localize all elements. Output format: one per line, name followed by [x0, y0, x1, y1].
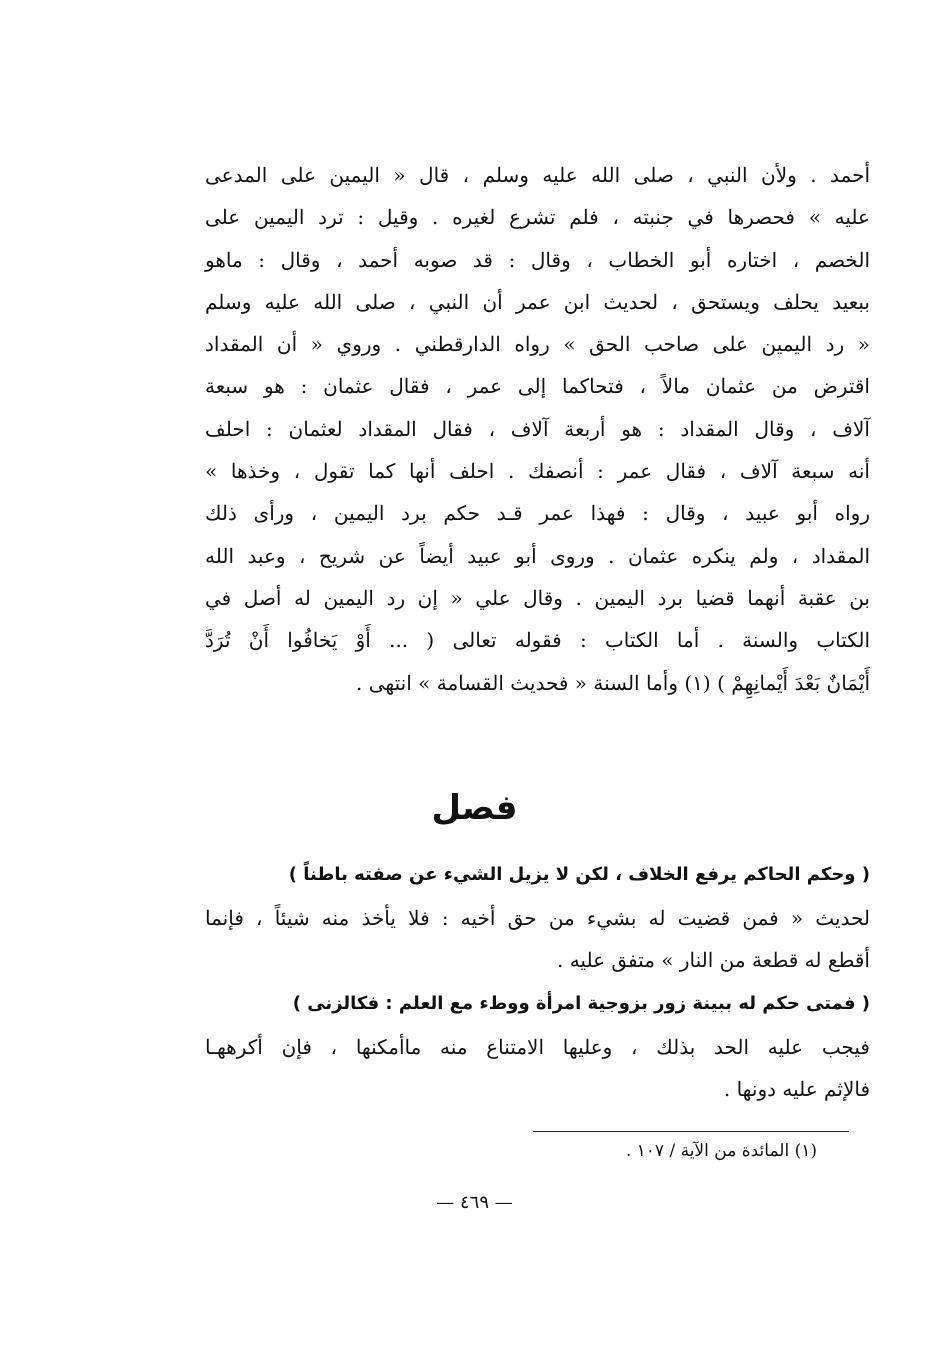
text-line: اقترض من عثمان مالاً ، فتحاكما إلى عمر ، فقال عثمان : هو سبعة: [205, 374, 870, 399]
text-line: فالإثم عليه دونها .: [723, 1076, 870, 1101]
main-paragraph: [205, 154, 870, 704]
text-line: عليه » فحصرها في جنبته ، فلم تشرع لغيره . وقيل : ترد اليمين على: [205, 205, 870, 230]
text-line: المقداد ، ولم ينكره عثمان . وروى أبو عبيد أيضاً عن شريح ، وعبد الله: [205, 543, 870, 568]
text-line: فيجب عليه الحد بذلك ، وعليها الامتناع منه ماأمكنها ، فإن أكرههـا: [205, 1034, 870, 1059]
text-line: « رد اليمين على صاحب الحق » رواه الدارقطني . وروي « أن المقداد: [205, 332, 870, 357]
section-heading: فصل: [431, 788, 518, 828]
text-line: الكتاب والسنة . أما الكتاب : فقوله تعالى ( ... أَوْ يَخافُوا أَنْ تُرَدَّ: [205, 628, 870, 653]
text-line: أنه سبعة آلاف ، فقال عمر : أنصفك . احلف أنها كما تقول ، وخذها »: [205, 459, 870, 484]
text-line: أَيْمَانٌ بَعْدَ أَيْمانِهِمْ ) (١) وأما السنة « فحديث القسامة » انتهى .: [356, 670, 870, 695]
footnote-divider: [533, 1131, 849, 1132]
text-line: لحديث « فمن قضيت له بشيء من حق أخيه : فلا يأخذ منه شيئاً ، فإنما: [205, 906, 870, 930]
rule-statement: ( وحكم الحاكم يرفع الخلاف ، لكن لا يزيل الشيء عن صفته باطناً ): [288, 864, 870, 885]
text-line: أحمد . ولأن النبي ، صلى الله عليه وسلم ، قال « اليمين على المدعى: [205, 163, 870, 187]
text-line: ببعيد يحلف ويستحق ، لحديث ابن عمر أن النبي ، صلى الله عليه وسلم: [205, 289, 870, 314]
text-line: آلاف ، وقال المقداد : هو أربعة آلاف ، فقال المقداد لعثمان : احلف: [205, 416, 870, 441]
text-line: بن عقبة أنهما قضيا برد اليمين . وقال علي « إن رد اليمين له أصل في: [205, 585, 870, 610]
text-line: رواه أبو عبيد ، وقال : فهذا عمر قـد حكم برد اليمين ، ورأى ذلك: [205, 501, 870, 526]
footnote: (١) المائدة من الآية / ١٠٧ .: [625, 1141, 817, 1161]
page-number: — ٤٦٩ —: [436, 1192, 513, 1213]
text-line: أقطع له قطعة من النار » متفق عليه .: [556, 948, 870, 973]
rule-statement: ( فمتى حكم له ببينة زور بزوجية امرأة ووطء مع العلم : فكالزنى ): [292, 992, 870, 1014]
section-body: [205, 853, 870, 1110]
text-line: الخصم ، اختاره أبو الخطاب ، وقال : قد صوبه أحمد ، وقال : ماهو: [205, 247, 870, 272]
